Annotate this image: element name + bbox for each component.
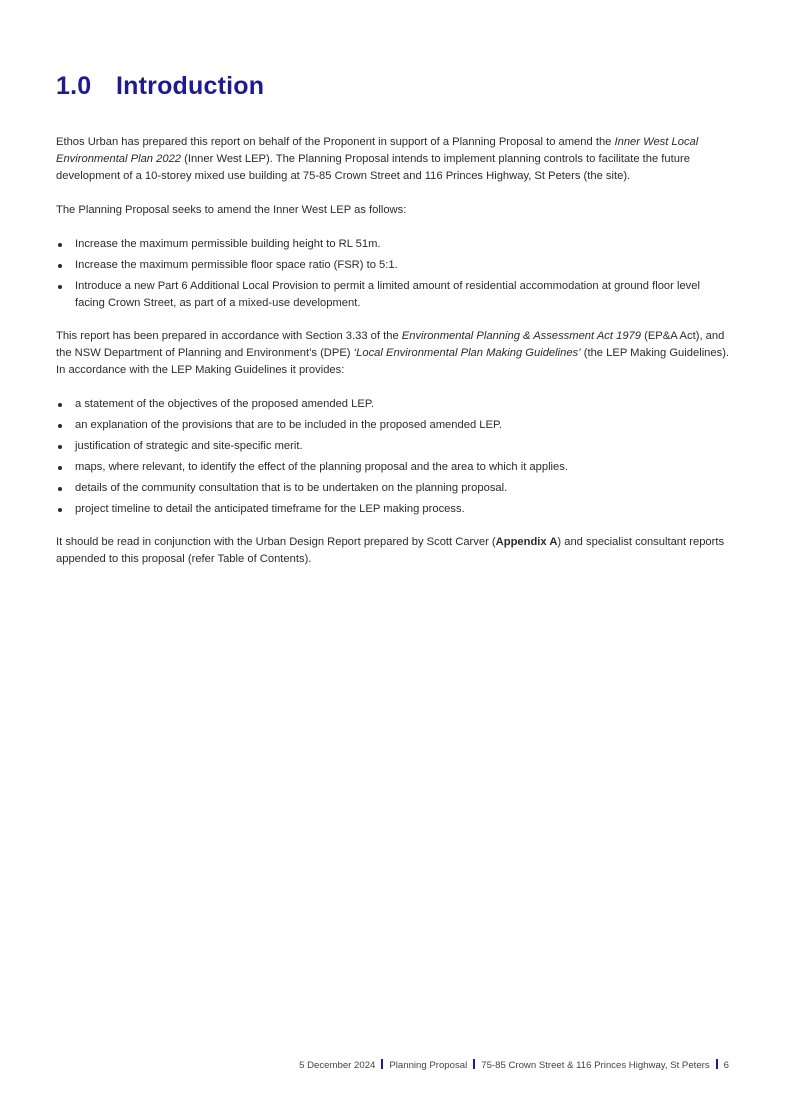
compliance-text-b: (EP&A Act), and the NSW Department of Planning and Environment’s (DPE) bbox=[56, 330, 725, 359]
section-title: Introduction bbox=[116, 72, 265, 100]
intro-paragraph bbox=[56, 134, 732, 185]
list-item: details of the community consultation that is to be undertaken on the planning proposal. bbox=[56, 480, 732, 497]
page-number: 6 bbox=[723, 1060, 729, 1071]
footer-document: Planning Proposal bbox=[389, 1060, 468, 1071]
intro-text-b: (Inner West LEP). The Planning Proposal intends to implement planning controls to facilitate the future development of a 10-storey mixed use building at 75-85 Crown Street and 116 Princes Highway, St Peters (the site). bbox=[56, 153, 690, 182]
list-item: project timeline to detail the anticipated timeframe for the LEP making process. bbox=[56, 501, 732, 518]
footer-site: 75-85 Crown Street & 116 Princes Highway, St Peters bbox=[481, 1060, 710, 1071]
amendments-list bbox=[56, 236, 732, 312]
act-name: Environmental Planning & Assessment Act 1979 bbox=[401, 330, 641, 342]
compliance-text-c: (the LEP Making Guidelines). In accordance with the LEP Making Guidelines it provides: bbox=[56, 347, 730, 376]
list-item: a statement of the objectives of the proposed amended LEP. bbox=[56, 396, 732, 413]
compliance-text-a: This report has been prepared in accordance with Section 3.33 of the bbox=[56, 330, 402, 342]
list-item: Introduce a new Part 6 Additional Local Provision to permit a limited amount of residential accommodation at ground floor level facing Crown Street, as part of a mixed-use development. bbox=[56, 278, 732, 312]
section-number: 1.0 bbox=[56, 72, 92, 100]
page-footer bbox=[299, 1059, 729, 1071]
list-item: Increase the maximum permissible floor space ratio (FSR) to 5:1. bbox=[56, 257, 732, 274]
guidelines-name: ‘Local Environmental Plan Making Guidelines’ bbox=[353, 347, 581, 359]
closing-text-b: ) and specialist consultant reports appended to this proposal (refer Table of Contents). bbox=[56, 536, 725, 565]
list-item: an explanation of the provisions that are to be included in the proposed amended LEP. bbox=[56, 417, 732, 434]
footer-separator bbox=[716, 1059, 718, 1069]
list-item: maps, where relevant, to identify the effect of the planning proposal and the area to which it applies. bbox=[56, 459, 732, 476]
closing-paragraph bbox=[56, 534, 732, 568]
amend-intro-paragraph: The Planning Proposal seeks to amend the Inner West LEP as follows: bbox=[56, 204, 407, 216]
list-item: justification of strategic and site-specific merit. bbox=[56, 438, 732, 455]
section-heading bbox=[56, 72, 264, 101]
footer-date: 5 December 2024 bbox=[299, 1060, 376, 1071]
compliance-paragraph bbox=[56, 328, 732, 379]
body-text bbox=[56, 134, 732, 585]
intro-plan-name: Inner West Local Environmental Plan 2022 bbox=[56, 136, 699, 165]
list-item: Increase the maximum permissible building height to RL 51m. bbox=[56, 236, 732, 253]
closing-text-a: It should be read in conjunction with the Urban Design Report prepared by Scott Carver ( bbox=[56, 536, 496, 548]
provides-list bbox=[56, 396, 732, 518]
footer-separator bbox=[473, 1059, 475, 1069]
appendix-reference: Appendix A bbox=[495, 536, 558, 548]
footer-separator bbox=[381, 1059, 383, 1069]
intro-text-a: Ethos Urban has prepared this report on behalf of the Proponent in support of a Planning Proposal to amend the bbox=[56, 136, 615, 148]
